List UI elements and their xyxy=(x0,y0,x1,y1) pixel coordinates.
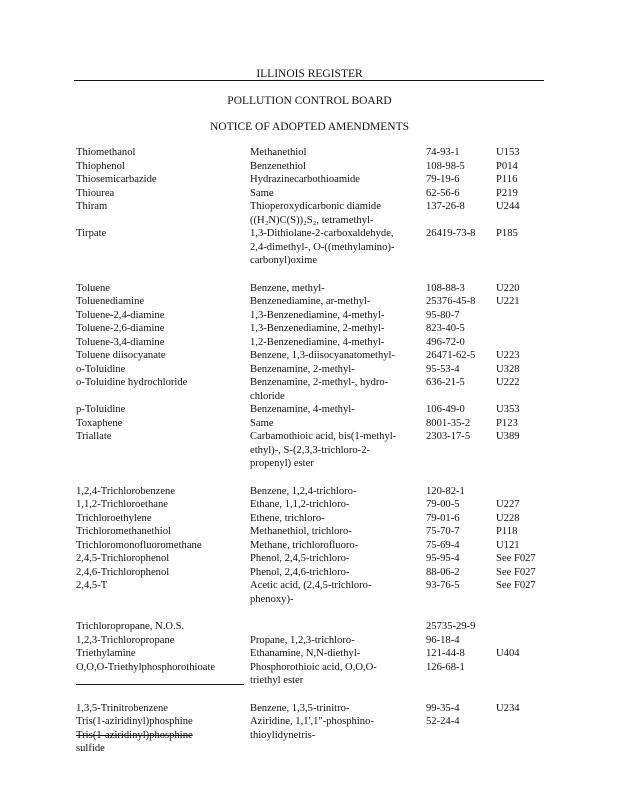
chemical-name: Trichloromethanethiol xyxy=(76,526,171,537)
waste-code: U227 xyxy=(496,499,520,510)
chemical-name: Toluene-3,4-diamine xyxy=(76,336,165,348)
chemical-name: p-Toluidine xyxy=(76,404,126,415)
row-gap xyxy=(76,268,566,282)
chemical-table xyxy=(76,146,566,756)
cas-number: 96-18-4 xyxy=(426,634,460,646)
table-row xyxy=(76,403,566,417)
chemical-synonym: Same xyxy=(250,417,274,429)
chemical-synonym: thioylidynetris- xyxy=(250,729,316,741)
table-row xyxy=(76,227,566,268)
waste-code: U223 xyxy=(496,350,520,361)
table-row xyxy=(76,430,566,471)
chemical-synonym: Ethanamine, N,N-diethyl- xyxy=(250,648,361,659)
chemical-synonym: Benzene, 1,3,5-trinitro- xyxy=(250,702,350,714)
chemical-synonym: Benzenamine, 2-methyl-, hydro- chloride xyxy=(250,377,389,402)
table-row xyxy=(76,363,566,377)
chemical-synonym: Benzenediamine, ar-methyl- xyxy=(250,296,371,307)
notice-title: NOTICE OF ADOPTED AMENDMENTS xyxy=(209,121,410,133)
waste-code: U353 xyxy=(496,404,520,415)
register-title: ILLINOIS REGISTER xyxy=(256,68,363,80)
waste-code: U404 xyxy=(496,648,520,659)
table-row xyxy=(76,498,566,512)
table-row xyxy=(76,620,566,634)
table-row xyxy=(76,322,566,336)
chemical-synonym: Thioperoxydicarbonic diamide ((H₂N)C(S))₂S₂, tetramethyl- xyxy=(250,201,381,226)
cas-number: 99-35-4 xyxy=(426,702,460,714)
cas-number: 25735-29-9 xyxy=(426,621,476,632)
chemical-synonym: Acetic acid, (2,4,5-trichloro- phenoxy)- xyxy=(250,580,372,605)
chemical-synonym: 1,3-Benzenediamine, 2-methyl- xyxy=(250,323,385,334)
cas-number: 108-98-5 xyxy=(426,160,465,172)
chemical-name: Triethylamine xyxy=(76,648,136,659)
chemical-synonym: Carbamothioic acid, bis(1-methyl- ethyl)-, S-(2,3,3-trichloro-2- propenyl) ester xyxy=(250,431,397,469)
table-row xyxy=(76,539,566,553)
chemical-synonym: Benzenamine, 2-methyl- xyxy=(250,363,355,375)
cas-number: 120-82-1 xyxy=(426,485,465,497)
chemical-name: Triallate xyxy=(76,431,112,442)
table-row xyxy=(76,282,566,296)
chemical-synonym: Ethene, trichloro- xyxy=(250,512,325,524)
table-row xyxy=(76,160,566,174)
chemical-synonym: Phosphorothioic acid, O,O,O- triethyl ester xyxy=(250,661,377,686)
strike-rule xyxy=(76,684,244,685)
chemical-name: Toluene xyxy=(76,282,110,294)
cas-number: 126-68-1 xyxy=(426,661,465,673)
table-row xyxy=(76,187,566,201)
chemical-name: Trichloromonofluoromethane xyxy=(76,539,202,551)
cas-number: 496-72-0 xyxy=(426,336,465,348)
chemical-name: Toxaphene xyxy=(76,417,123,429)
table-row xyxy=(76,634,566,648)
waste-code: See F027 xyxy=(496,553,536,564)
cas-number: 93-76-5 xyxy=(426,580,460,591)
table-row xyxy=(76,336,566,350)
chemical-name: Toluenediamine xyxy=(76,296,145,307)
chemical-synonym: 1,3-Benzenediamine, 4-methyl- xyxy=(250,309,385,321)
cas-number: 2303-17-5 xyxy=(426,431,471,442)
chemical-name: 2,4,5-Trichlorophenol xyxy=(76,553,170,564)
chemical-name: 1,1,2-Trichloroethane xyxy=(76,499,168,510)
chemical-synonym: Benzene, 1,3-diisocyanatomethyl- xyxy=(250,350,396,361)
table-row xyxy=(76,729,566,756)
chemical-name: Tirpate xyxy=(76,228,107,239)
cas-number: 79-19-6 xyxy=(426,174,460,185)
waste-code: P219 xyxy=(496,187,518,199)
table-row xyxy=(76,566,566,580)
table-row xyxy=(76,173,566,187)
row-gap xyxy=(76,688,566,702)
waste-code: U228 xyxy=(496,512,520,524)
cas-number: 95-53-4 xyxy=(426,363,460,375)
cas-number: 88-06-2 xyxy=(426,566,460,578)
chemical-synonym: Benzene, 1,2,4-trichloro- xyxy=(250,485,357,497)
cas-number: 8001-35-2 xyxy=(426,417,471,429)
chemical-name: 2,4,5-T xyxy=(76,580,108,591)
cas-number: 75-70-7 xyxy=(426,526,460,537)
chemical-synonym: Hydrazinecarbothioamide xyxy=(250,174,361,185)
waste-code: U153 xyxy=(496,147,520,158)
waste-code: U234 xyxy=(496,702,520,714)
waste-code: P185 xyxy=(496,228,518,239)
chemical-name: Tris(1-aziridinyl)phosphine sulfide xyxy=(76,729,193,754)
waste-code: U220 xyxy=(496,282,520,294)
table-row xyxy=(76,512,566,526)
board-title: POLLUTION CONTROL BOARD xyxy=(227,95,392,107)
waste-code: P118 xyxy=(496,526,518,537)
cas-number: 26471-62-5 xyxy=(426,350,476,361)
waste-code: See F027 xyxy=(496,580,536,591)
table-row xyxy=(76,376,566,403)
cas-number: 137-26-8 xyxy=(426,201,465,212)
cas-number: 74-93-1 xyxy=(426,147,460,158)
waste-code: U328 xyxy=(496,363,520,375)
chemical-name: o-Toluidine hydrochloride xyxy=(76,377,188,388)
waste-code: P014 xyxy=(496,160,518,172)
table-row xyxy=(76,349,566,363)
chemical-name: Toluene-2,6-diamine xyxy=(76,323,165,334)
chemical-name: Toluene-2,4-diamine xyxy=(76,309,165,321)
table-row xyxy=(76,525,566,539)
chemical-name: Thiourea xyxy=(76,187,115,199)
chemical-synonym: Benzenamine, 4-methyl- xyxy=(250,404,355,415)
chemical-synonym: Same xyxy=(250,187,274,199)
chemical-synonym: 1,2-Benzenediamine, 4-methyl- xyxy=(250,336,385,348)
cas-number: 121-44-8 xyxy=(426,648,465,659)
chemical-synonym: Ethane, 1,1,2-trichloro- xyxy=(250,499,350,510)
chemical-name: 1,2,4-Trichlorobenzene xyxy=(76,485,176,497)
chemical-synonym: Aziridine, 1,1',1"-phosphino- xyxy=(250,716,374,727)
cas-number: 52-24-4 xyxy=(426,716,460,727)
chemical-name: Trichloropropane, N.O.S. xyxy=(76,621,185,632)
waste-code: See F027 xyxy=(496,566,536,578)
cas-number: 79-01-6 xyxy=(426,512,460,524)
table-row xyxy=(76,647,566,661)
waste-code: P116 xyxy=(496,174,518,185)
chemical-name: Thiram xyxy=(76,201,108,212)
cas-number: 79-00-5 xyxy=(426,499,460,510)
chemical-synonym: Phenol, 2,4,6-trichloro- xyxy=(250,566,350,578)
chemical-name: Thiosemicarbazide xyxy=(76,174,157,185)
chemical-synonym: Methanethiol xyxy=(250,147,307,158)
chemical-synonym: Methane, trichlorofluoro- xyxy=(250,539,359,551)
table-row xyxy=(76,715,566,729)
cas-number: 106-49-0 xyxy=(426,404,465,415)
cas-number: 636-21-5 xyxy=(426,377,465,388)
waste-code: U121 xyxy=(496,539,520,551)
waste-code: U222 xyxy=(496,377,520,388)
chemical-synonym: Phenol, 2,4,5-trichloro- xyxy=(250,553,350,564)
chemical-synonym: 1,3-Dithiolane-2-carboxaldehyde, 2,4-dimethyl-, O-((methylamino)- carbonyl)oxime xyxy=(250,228,395,266)
row-gap xyxy=(76,606,566,620)
waste-code: U389 xyxy=(496,431,520,442)
table-row xyxy=(76,417,566,431)
chemical-name: 2,4,6-Trichlorophenol xyxy=(76,566,170,578)
table-row xyxy=(76,146,566,160)
chemical-name: Trichloroethylene xyxy=(76,512,152,524)
cas-number: 108-88-3 xyxy=(426,282,465,294)
table-row xyxy=(76,485,566,499)
row-gap xyxy=(76,471,566,485)
table-row xyxy=(76,309,566,323)
cas-number: 75-69-4 xyxy=(426,539,460,551)
table-row xyxy=(76,200,566,227)
chemical-synonym: Benzenethiol xyxy=(250,160,306,172)
chemical-name: Thiomethanol xyxy=(76,147,136,158)
cas-number: 823-40-5 xyxy=(426,323,465,334)
chemical-name: Toluene diisocyanate xyxy=(76,350,166,361)
cas-number: 25376-45-8 xyxy=(426,296,476,307)
chemical-name: o-Toluidine xyxy=(76,363,126,375)
cas-number: 62-56-6 xyxy=(426,187,460,199)
cas-number: 95-80-7 xyxy=(426,309,460,321)
chemical-name: Tris(1-aziridinyl)phosphine xyxy=(76,716,193,727)
chemical-name: Thiophenol xyxy=(76,160,125,172)
cas-number: 26419-73-8 xyxy=(426,228,476,239)
chemical-synonym: Methanethiol, trichloro- xyxy=(250,526,352,537)
cas-number: 95-95-4 xyxy=(426,553,460,564)
table-row xyxy=(76,702,566,716)
table-row xyxy=(76,579,566,606)
waste-code: P123 xyxy=(496,417,518,429)
table-row xyxy=(76,295,566,309)
waste-code: U244 xyxy=(496,201,520,212)
chemical-name: 1,2,3-Trichloropropane xyxy=(76,634,175,646)
waste-code: U221 xyxy=(496,296,520,307)
chemical-name: 1,3,5-Trinitrobenzene xyxy=(76,702,168,714)
chemical-synonym: Benzene, methyl- xyxy=(250,282,325,294)
chemical-synonym: Propane, 1,2,3-trichloro- xyxy=(250,634,355,646)
table-row xyxy=(76,552,566,566)
header-rule xyxy=(74,80,544,81)
chemical-name: O,O,O-Triethylphosphorothioate xyxy=(76,661,216,673)
